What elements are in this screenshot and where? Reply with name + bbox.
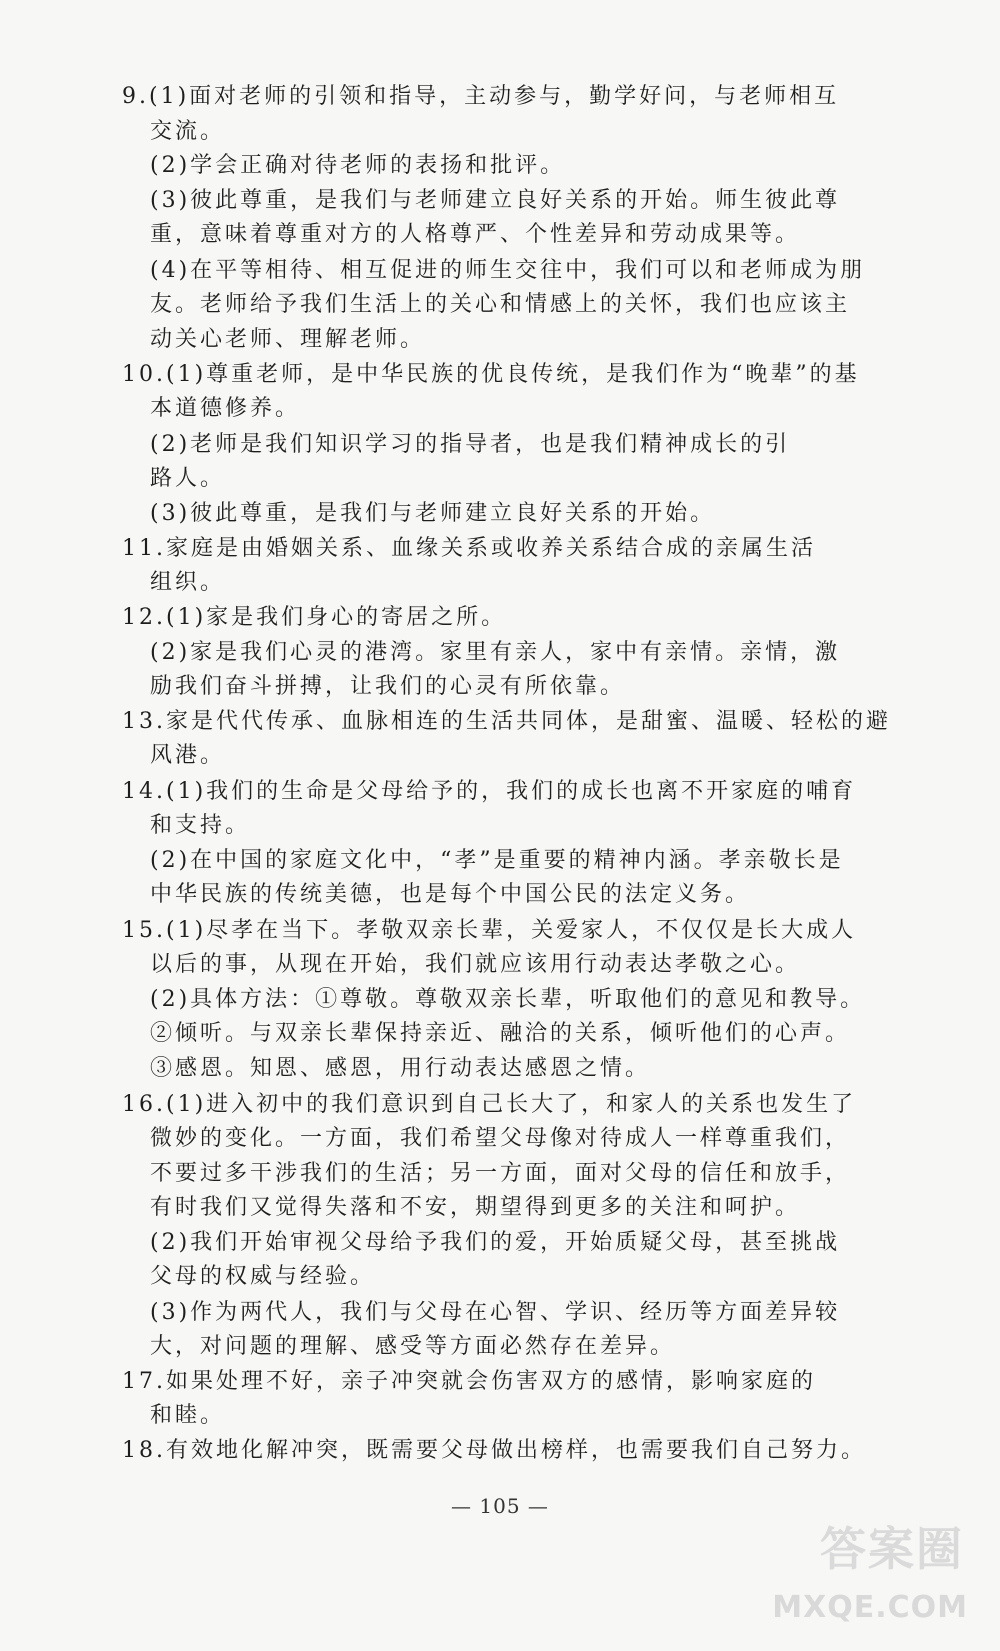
text-line: 风港。 xyxy=(150,743,226,768)
text-line: 14.(1)我们的生命是父母给予的，我们的成长也离不开家庭的哺育 xyxy=(122,779,857,804)
text-line: 不要过多干涉我们的生活；另一方面，面对父母的信任和放手， xyxy=(150,1161,851,1186)
text-line: (2)在中国的家庭文化中，“孝”是重要的精神内涵。孝亲敬长是 xyxy=(150,848,844,873)
text-line: 友。老师给予我们生活上的关心和情感上的关怀，我们也应该主 xyxy=(150,292,851,317)
text-line: 17.如果处理不好，亲子冲突就会伤害双方的感情，影响家庭的 xyxy=(122,1369,816,1394)
text-line: 9.(1)面对老师的引领和指导，主动参与，勤学好问，与老师相互 xyxy=(122,84,840,109)
text-line: (3)彼此尊重，是我们与老师建立良好关系的开始。师生彼此尊 xyxy=(150,188,841,213)
watermark-logo: 答案圈 xyxy=(820,1522,964,1576)
page-number: — 105 — xyxy=(451,1494,549,1518)
text-line: 中华民族的传统美德，也是每个中国公民的法定义务。 xyxy=(150,882,751,907)
text-line: 大，对问题的理解、感受等方面必然存在差异。 xyxy=(150,1334,676,1359)
text-line: 组织。 xyxy=(150,570,226,595)
text-line: 本道德修养。 xyxy=(150,396,301,421)
text-line: 13.家是代代传承、血脉相连的生活共同体，是甜蜜、温暖、轻松的避 xyxy=(122,709,891,734)
text-line: (4)在平等相待、相互促进的师生交往中，我们可以和老师成为朋 xyxy=(150,258,866,283)
text-line: (2)具体方法：①尊敬。尊敬双亲长辈，听取他们的意见和教导。 xyxy=(150,987,866,1012)
text-line: 微妙的变化。一方面，我们希望父母像对待成人一样尊重我们， xyxy=(150,1126,851,1151)
text-line: 10.(1)尊重老师，是中华民族的优良传统，是我们作为“晚辈”的基 xyxy=(122,362,860,387)
text-line: (2)学会正确对待老师的表扬和批评。 xyxy=(150,153,566,178)
text-line: 以后的事，从现在开始，我们就应该用行动表达孝敬之心。 xyxy=(150,952,801,977)
text-line: 重，意味着尊重对方的人格尊严、个性差异和劳动成果等。 xyxy=(150,222,801,247)
text-line: (3)作为两代人，我们与父母在心智、学识、经历等方面差异较 xyxy=(150,1300,841,1325)
text-line: 15.(1)尽孝在当下。孝敬双亲长辈，关爱家人，不仅仅是长大成人 xyxy=(122,918,857,943)
text-line: 12.(1)家是我们身心的寄居之所。 xyxy=(122,605,507,630)
text-line: 交流。 xyxy=(150,119,226,144)
text-line: (3)彼此尊重，是我们与老师建立良好关系的开始。 xyxy=(150,501,716,526)
text-line: 励我们奋斗拼搏，让我们的心灵有所依靠。 xyxy=(150,674,626,699)
text-line: (2)我们开始审视父母给予我们的爱，开始质疑父母，甚至挑战 xyxy=(150,1230,841,1255)
text-line: 有时我们又觉得失落和不安，期望得到更多的关注和呵护。 xyxy=(150,1195,801,1220)
text-line: ②倾听。与双亲长辈保持亲近、融洽的关系，倾听他们的心声。 xyxy=(150,1021,851,1046)
watermark-site: MXQE.COM xyxy=(772,1590,968,1625)
text-line: 和睦。 xyxy=(150,1403,226,1428)
watermark xyxy=(756,1519,986,1639)
text-line: 11.家庭是由婚姻关系、血缘关系或收养关系结合成的亲属生活 xyxy=(122,536,816,561)
text-line: ③感恩。知恩、感恩，用行动表达感恩之情。 xyxy=(150,1056,651,1081)
text-line: (2)老师是我们知识学习的指导者，也是我们精神成长的引 xyxy=(150,432,791,457)
text-line: 父母的权威与经验。 xyxy=(150,1264,376,1289)
text-line: 路人。 xyxy=(150,466,226,491)
text-line: 18.有效地化解冲突，既需要父母做出榜样，也需要我们自己努力。 xyxy=(122,1438,866,1463)
text-line: 动关心老师、理解老师。 xyxy=(150,327,426,352)
text-line: 和支持。 xyxy=(150,813,251,838)
text-line: 16.(1)进入初中的我们意识到自己长大了，和家人的关系也发生了 xyxy=(122,1092,857,1117)
text-line: (2)家是我们心灵的港湾。家里有亲人，家中有亲情。亲情，激 xyxy=(150,640,841,665)
